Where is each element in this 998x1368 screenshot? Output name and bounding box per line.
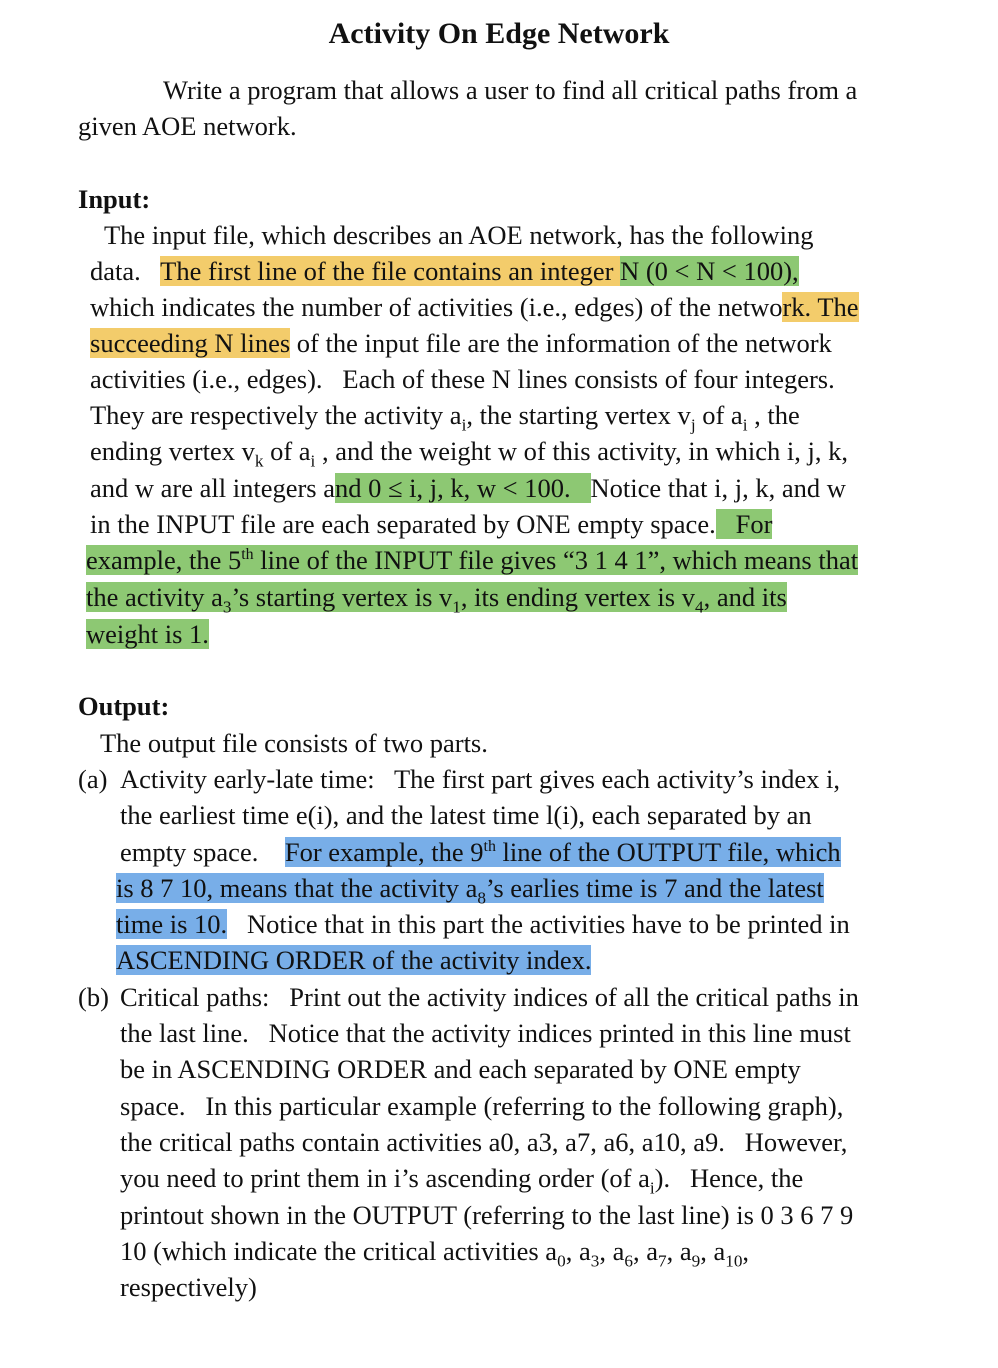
text-run: of a (695, 400, 743, 430)
text-run: , a (565, 1236, 591, 1266)
intro-line-2: given AOE network. (78, 111, 297, 141)
input-line-2 (90, 254, 799, 288)
text-run: which indicates the number of activities (i.e., edges) of the netwo (90, 292, 783, 322)
input-line-5: activities (i.e., edges). Each of these N lines consists of four integers. (90, 364, 835, 394)
output-b-line-3: be in ASCENDING ORDER and each separated by ONE empty (120, 1054, 801, 1084)
text-run: and w are all integers a (90, 473, 336, 503)
highlight-yellow: The first line of the file contains an integer (160, 256, 621, 286)
text-run: line of the OUTPUT file, which (495, 837, 841, 867)
highlight-green: nd 0 ≤ i, j, k, w < 100. (335, 473, 591, 503)
input-line-3 (90, 290, 859, 324)
subscript: 7 (657, 1251, 667, 1271)
subscript: 1 (452, 597, 461, 617)
input-line-10 (86, 543, 858, 577)
highlight-blue (116, 873, 824, 908)
subscript: 4 (694, 597, 704, 617)
text-run: empty space. (120, 837, 285, 867)
subscript: 0 (557, 1251, 566, 1271)
input-line-9 (90, 507, 772, 541)
subscript: 3 (590, 1251, 600, 1271)
subscript: j (690, 415, 696, 435)
text-run: of a (263, 436, 311, 466)
subscript: 3 (222, 597, 232, 617)
output-b-line-1: Critical paths: Print out the activity indices of all the critical paths in (120, 982, 859, 1012)
text-run: in the INPUT file are each separated by ONE empty space. (90, 509, 716, 539)
text-run: ’s earlies time is 7 and the latest (485, 873, 824, 903)
text-run: ). Hence, the (654, 1163, 804, 1193)
output-a-line-1: Activity early-late time: The first part gives each activity’s index i, (120, 764, 840, 794)
text-run: , a (599, 1236, 625, 1266)
highlight-blue: time is 10. (116, 909, 228, 939)
output-a-line-6 (116, 943, 591, 977)
text-run: of the input file are the information of the network (290, 328, 832, 358)
subscript: 8 (477, 888, 486, 908)
subscript: 10 (725, 1251, 743, 1271)
text-run: ’s starting vertex is v (231, 582, 453, 612)
text-run: , a (700, 1236, 726, 1266)
text-run: , the (747, 400, 800, 430)
input-line-6 (90, 398, 800, 435)
text-run: , its ending vertex is v (460, 582, 695, 612)
highlight-green (86, 582, 787, 617)
output-a-line-5 (116, 907, 850, 941)
output-b-line-6 (120, 1161, 804, 1198)
intro-line-1: Write a program that allows a user to find all critical paths from a (163, 75, 858, 105)
text-run: , a (632, 1236, 658, 1266)
highlight-blue: ASCENDING ORDER of the activity index. (116, 945, 592, 975)
text-run: ending vertex v (90, 436, 255, 466)
output-heading: Output: (78, 691, 170, 721)
highlight-green: For (715, 509, 773, 539)
input-heading: Input: (78, 184, 151, 214)
text-run: , and the weight w of this activity, in which i, j, k, (315, 436, 848, 466)
output-b-line-5: the critical paths contain activities a0, a3, a7, a6, a10, a9. However, (120, 1127, 848, 1157)
highlight-green (86, 545, 858, 575)
superscript: th (241, 546, 254, 564)
output-b-line-9: respectively) (120, 1272, 257, 1302)
text-run: , and its (703, 582, 787, 612)
input-line-8 (90, 471, 846, 505)
output-a-line-2: the earliest time e(i), and the latest time l(i), each separated by an (120, 800, 812, 830)
output-b-label: (b) (78, 982, 109, 1012)
output-line-1: The output file consists of two parts. (100, 728, 488, 758)
output-a-line-4 (116, 871, 824, 908)
text-run: example, the 5 (86, 545, 242, 575)
highlight-yellow: succeeding N lines (90, 328, 291, 358)
output-b-line-2: the last line. Notice that the activity indices printed in this line must (120, 1018, 851, 1048)
output-a-line-3 (120, 835, 841, 869)
subscript: k (254, 451, 264, 471)
text-run: 10 (which indicate the critical activities a (120, 1236, 558, 1266)
highlight-yellow: rk. The (782, 292, 859, 322)
subscript: i (649, 1178, 655, 1198)
text-run: , (742, 1236, 750, 1266)
subscript: i (310, 451, 316, 471)
text-run: the activity a (86, 582, 223, 612)
subscript: i (742, 415, 748, 435)
text-run: is 8 7 10, means that the activity a (116, 873, 478, 903)
text-run: line of the INPUT file gives “3 1 4 1”, which means that (253, 545, 859, 575)
text-run: For example, the 9 (284, 837, 484, 867)
input-line-11 (86, 580, 787, 617)
output-a-label: (a) (78, 764, 108, 794)
text-run: , a (666, 1236, 692, 1266)
input-line-12 (86, 617, 209, 651)
output-b-line-4: space. In this particular example (referring to the following graph), (120, 1091, 844, 1121)
text-run: They are respectively the activity a (90, 400, 462, 430)
subscript: 9 (691, 1251, 701, 1271)
text-run: Notice that in this part the activities have to be printed in (227, 909, 850, 939)
input-line-1: The input file, which describes an AOE network, has the following (104, 220, 814, 250)
text-run: data. (90, 256, 161, 286)
input-line-4 (90, 326, 832, 360)
output-b-line-7: printout shown in the OUTPUT (referring to the last line) is 0 3 6 7 9 (120, 1200, 854, 1230)
input-line-7 (90, 434, 848, 471)
superscript: th (483, 838, 496, 856)
highlight-green: N (0 < N < 100), (620, 256, 799, 286)
subscript: i (461, 415, 467, 435)
output-b-line-8 (120, 1234, 750, 1271)
highlight-green: weight is 1. (86, 619, 209, 649)
subscript: 6 (624, 1251, 633, 1271)
text-run: you need to print them in i’s ascending order (of a (120, 1163, 650, 1193)
page-title: Activity On Edge Network (328, 17, 670, 50)
text-run: Notice that i, j, k, and w (590, 473, 846, 503)
text-run: , the starting vertex v (466, 400, 691, 430)
highlight-blue (285, 837, 841, 867)
